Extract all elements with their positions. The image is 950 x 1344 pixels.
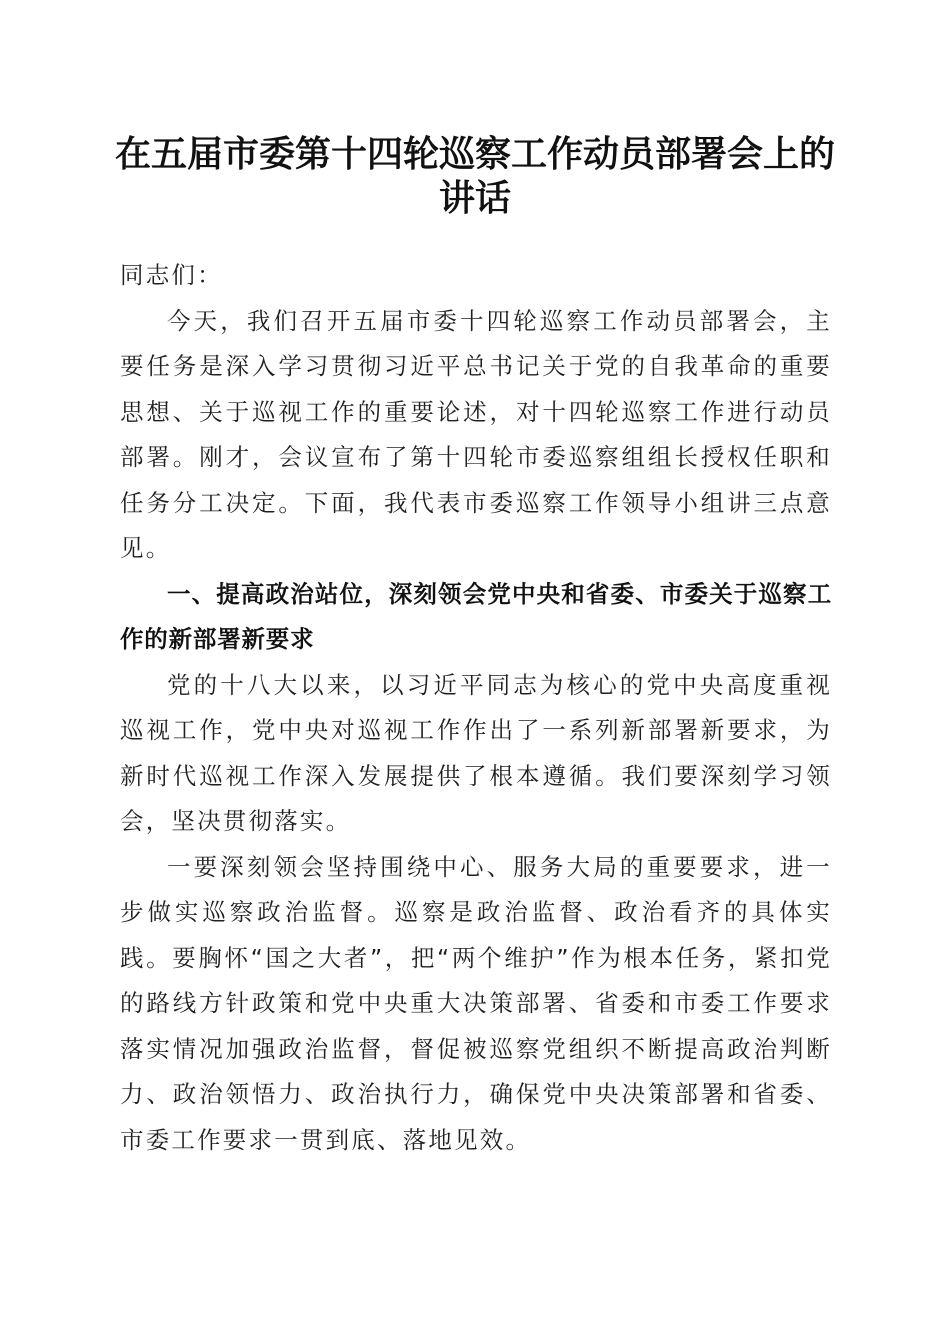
- paragraph-intro: 今天，我们召开五届市委十四轮巡察工作动员部署会，主要任务是深入学习贯彻习近平总书记关于党的自我革命的重要思想、关于巡视工作的重要论述，对十四轮巡察工作进行动员部署。刚才，会议宣布了第十四轮市委巡察组组长授权任职和任务分工决定。下面，我代表市委巡察工作领导小组讲三点意见。: [120, 306, 832, 562]
- paragraph-requirement-1: 一要深刻领会坚持围绕中心、服务大局的重要要求，进一步做实巡察政治监督。巡察是政治监督、政治看齐的具体实践。要胸怀“国之大者”，把“两个维护”作为根本任务，紧扣党的路线方针政策和党中央重大决策部署、省委和市委工作要求落实情况加强政治监督，督促被巡察党组织不断提高政治判断力、政治领悟力、政治执行力，确保党中央决策部署和省委、市委工作要求一贯到底、落地见效。: [120, 852, 832, 1154]
- salutation: 同志们：: [120, 261, 223, 289]
- section-heading-1: 一、提高政治站位，深刻领会党中央和省委、市委关于巡察工作的新部署新要求: [120, 579, 832, 653]
- paragraph-section-1-intro: 党的十八大以来，以习近平同志为核心的党中央高度重视巡视工作，党中央对巡视工作作出了一系列新部署新要求，为新时代巡视工作深入发展提供了根本遵循。我们要深刻学习领会，坚决贯彻落实。: [120, 670, 832, 835]
- document-body: [120, 253, 832, 1163]
- document-title: 在五届市委第十四轮巡察工作动员部署会上的讲话: [114, 133, 835, 219]
